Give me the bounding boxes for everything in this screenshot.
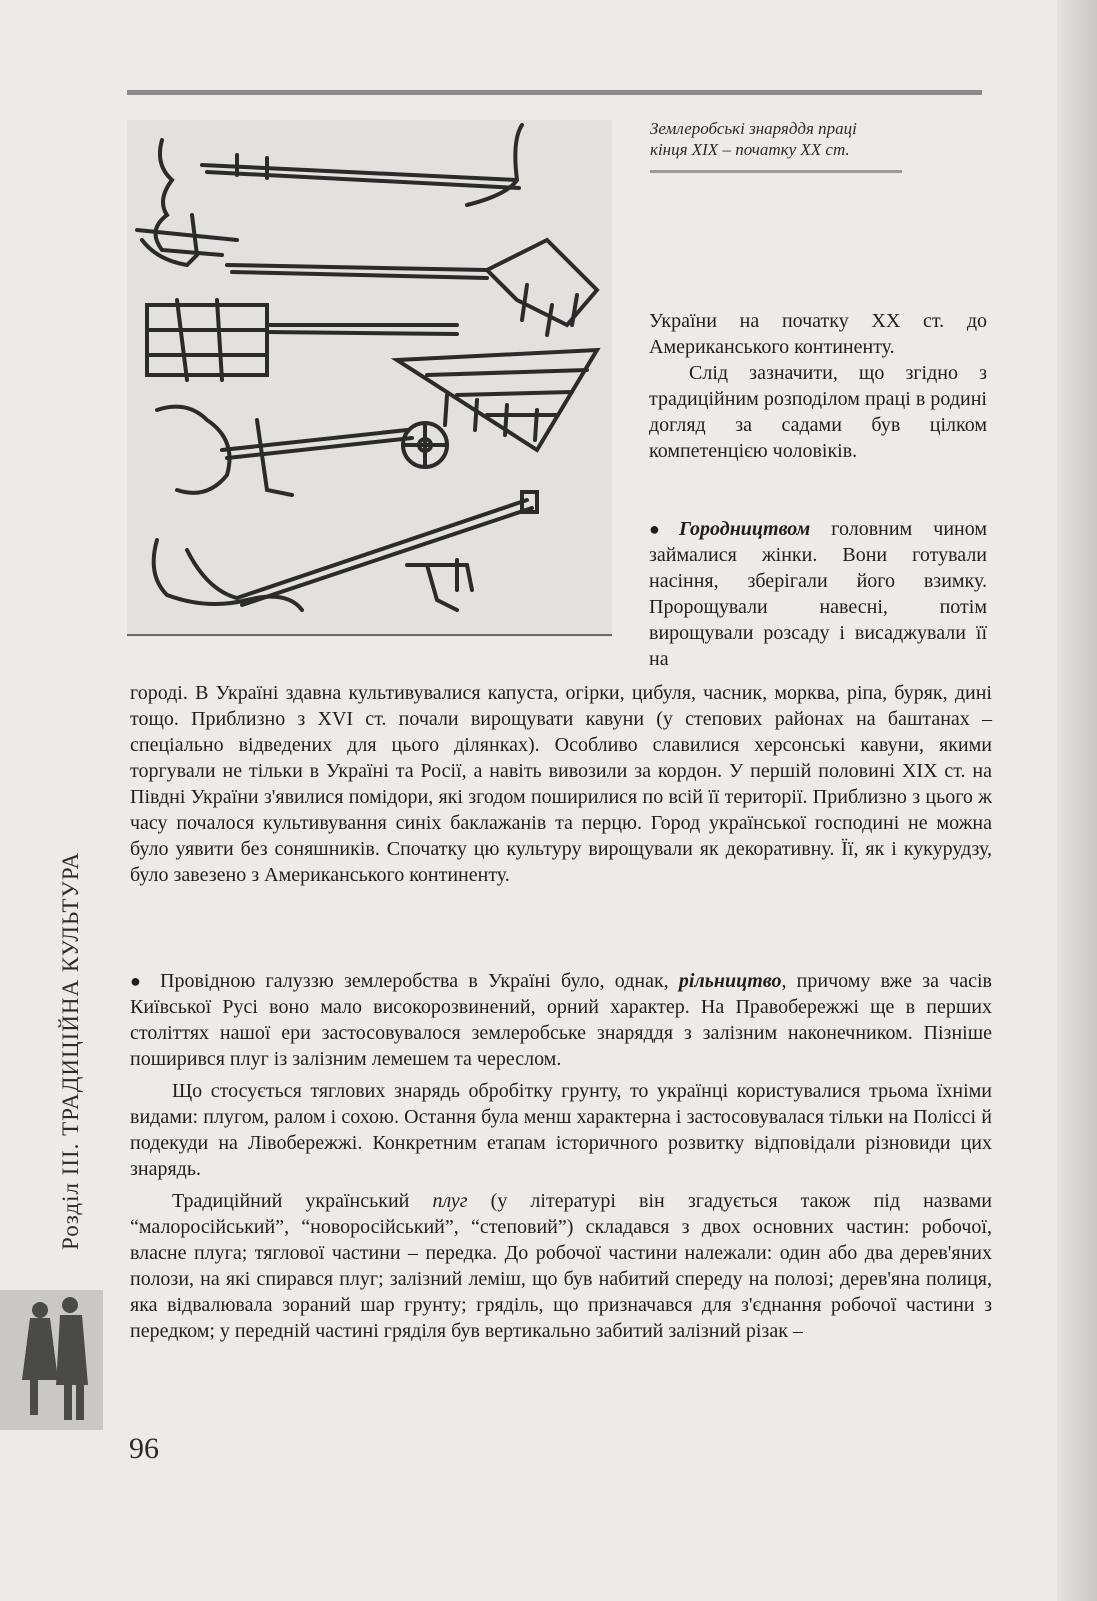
paragraph-plough-start: Традиційний український — [172, 1190, 433, 1212]
page-edge-shadow — [1057, 0, 1097, 1601]
figure-caption — [650, 118, 910, 160]
paragraph-gardens: Слід зазначити, що згідно з традиційним розподілом праці в родині догляд за садами був цілком компетенцією чоловіків. — [649, 362, 987, 462]
caption-line-2: кінця XIX – початку XX ст. — [650, 140, 850, 159]
right-column-horticulture — [649, 516, 987, 672]
folk-figures-image — [0, 1290, 103, 1430]
section-title-vertical: Розділ III. ТРАДИЦІЙНА КУЛЬТУРА — [58, 851, 83, 1250]
top-rule — [127, 90, 982, 95]
caption-line-1: Землеробські знаряддя праці — [650, 119, 857, 138]
farm-tools-illustration — [127, 120, 612, 637]
main-text-block-2 — [130, 968, 992, 1344]
paragraph-horticulture-continued: городі. В Україні здавна культивувалися капуста, огірки, цибуля, часник, морква, ріпа, буряк, дині тощо. Приблизно з XVI ст. почали вирощувати кавуни (у степових районах на баштанах – спеціально відведених для цього ділянках). Особливо славилися херсонські кавуни, якими торгували не тільки в Україні та Росії, а навіть вивозили за кордон. У першій половині XIX ст. на Півдні України з'явилися помідори, які згодом поширилися по всій її території. Приблизно з цього ж часу почалося культивування синіх баклажанів та перцю. Город української господині не можна було уявити без соняшників. Спочатку цю культуру вирощували як декоративну. Її, як і кукурудзу, було завезено з Американського континенту. — [130, 682, 992, 886]
bullet-icon: ● — [130, 971, 141, 991]
bullet-icon: ● — [649, 519, 660, 539]
term-horticulture: Городництвом — [679, 518, 811, 540]
paragraph-plough — [130, 1188, 992, 1344]
main-text-block — [130, 680, 992, 888]
term-plough: плуг — [432, 1190, 468, 1212]
right-column-top — [649, 308, 987, 464]
page-number: 96 — [129, 1432, 159, 1465]
paragraph-draft-tools: Що стосується тяглових знарядь обробітку грунту, то українці користувалися трьома їхніми видами: плугом, ралом і сохою. Остання була менш характерна і застосовувалася тільки на Поліссі й подекуди на Лівобережжі. Конкретним етапам історичного розвитку відповідали різновиди цих знарядь. — [130, 1080, 992, 1180]
paragraph-agriculture-start: Провідною галуззю землеробства в Україні було, однак, — [160, 970, 679, 992]
term-field-farming: рільництво — [678, 970, 782, 992]
paragraph-plough-rest: (у літературі він згадується також під назвами “малоросійський”, “новоросійський”, “степовий”) складався з двох основних частин: робочої, власне плуга; тяглової частини – передка. До робочої частини належали: один або два дерев'яних полози, на які спирався плуг; залізний леміш, що був набитий спереду на полозі; дерев'яна полиця, яка відвалювала зораний шар грунту; гряділь, що призначався для з'єднання робочої частини з передком; у передній частині гряділя був вертикально забитий залізний різак – — [130, 1190, 992, 1342]
caption-rule — [650, 170, 902, 173]
paragraph-agriculture-rest: , причому вже за часів Київської Русі воно мало високорозвинений, орний характер. На Правобережжі ще в перших століттях нашої ери застосовувалося землеробське знаряддя з залізним наконечником. Пізніше поширився плуг із залізним лемешем та череслом. — [130, 970, 992, 1070]
paragraph-horticulture-start: головним чином займалися жінки. Вони готували насіння, зберігали його взимку. Пророщували навесні, потім вирощували розсаду і висаджували її на — [649, 518, 987, 670]
plow-drawings — [127, 120, 612, 637]
paragraph-continuation: України на початку XX ст. до Американського континенту. — [649, 310, 987, 358]
